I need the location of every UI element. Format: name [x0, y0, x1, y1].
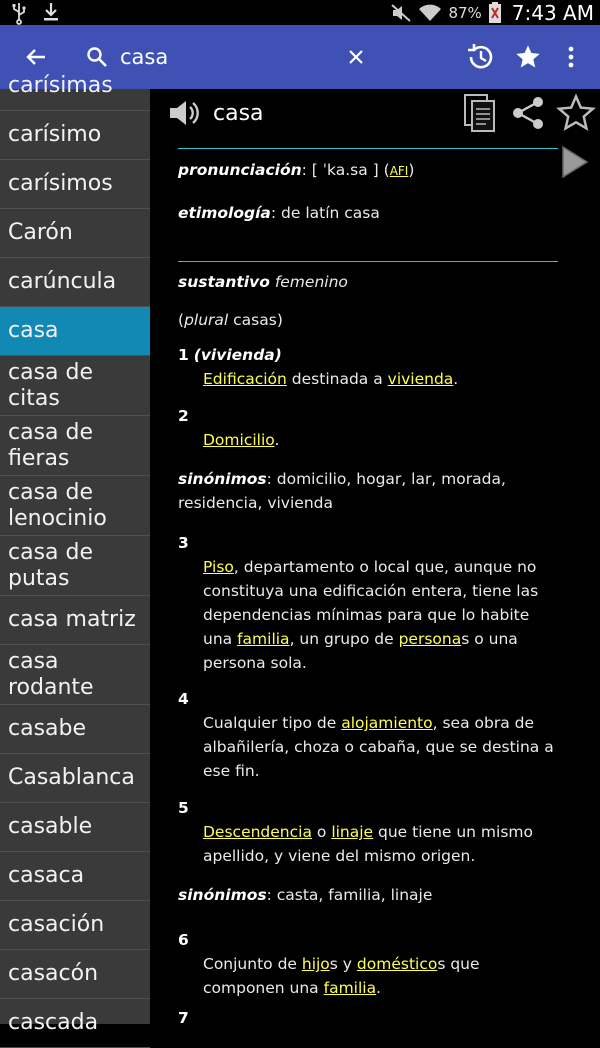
entry-headword: casa	[213, 101, 264, 126]
part-of-speech	[178, 270, 558, 294]
pronunciation-line	[178, 158, 558, 183]
favorites-button[interactable]	[508, 25, 548, 89]
synonyms-2	[178, 883, 558, 907]
close-icon	[347, 48, 365, 66]
link-piso[interactable]: Piso	[203, 558, 234, 576]
word-list-item[interactable]: casa matriz	[0, 596, 150, 645]
link-persona[interactable]: persona	[398, 630, 462, 648]
synonyms-text: : casta, familia, linaje	[266, 886, 433, 904]
battery-icon	[488, 2, 502, 24]
link-alojamiento[interactable]: alojamiento	[341, 714, 433, 732]
word-list-item[interactable]: casaca	[0, 852, 150, 901]
divider	[178, 261, 558, 262]
word-list-item[interactable]: casa de putas	[0, 536, 150, 596]
word-list-item[interactable]: casa de fieras	[0, 416, 150, 476]
download-icon	[42, 2, 60, 22]
usb-icon	[10, 2, 28, 22]
sense-7	[178, 1006, 558, 1030]
word-list-item[interactable]: Casablanca	[0, 754, 150, 803]
sense-text: s que componen una	[203, 955, 480, 997]
pronunciation-value: : [ ˈka.sa ] (	[301, 161, 390, 179]
sense-text: Conjunto de	[203, 955, 302, 973]
pronounce-button[interactable]	[168, 98, 200, 132]
sense-3	[178, 531, 558, 675]
word-list-item[interactable]: casable	[0, 803, 150, 852]
history-button[interactable]	[460, 25, 500, 89]
etymology-label: etimología	[178, 204, 271, 222]
sense-text: o	[311, 823, 332, 841]
sense-tag: (vivienda)	[193, 346, 282, 364]
sense-number: 4	[178, 690, 189, 708]
star-icon	[514, 43, 542, 71]
search-input[interactable]	[120, 39, 330, 75]
word-list-item[interactable]: casa de lenocinio	[0, 476, 150, 536]
sense-number: 7	[178, 1009, 189, 1027]
synonyms-1	[178, 467, 558, 515]
etymology-line	[178, 201, 558, 225]
link-domestico[interactable]: doméstico	[356, 955, 438, 973]
more-vert-icon	[568, 46, 574, 68]
speaker-icon	[168, 98, 200, 128]
sense-number: 3	[178, 534, 189, 552]
word-list-item[interactable]: carísimos	[0, 160, 150, 209]
sense-number: 5	[178, 799, 189, 817]
sense-number: 2	[178, 407, 189, 425]
word-list-item[interactable]: casa rodante	[0, 645, 150, 705]
word-list-item[interactable]: casabe	[0, 705, 150, 754]
clear-search-button[interactable]	[338, 25, 374, 89]
synonyms-label: sinónimos	[178, 886, 267, 904]
sense-5	[178, 796, 558, 868]
word-list	[0, 62, 150, 1048]
word-list-item[interactable]: cascada	[0, 999, 150, 1048]
status-bar	[0, 0, 600, 25]
share-button[interactable]	[510, 95, 546, 135]
word-list-item[interactable]: carísimas	[0, 62, 150, 111]
sense-text: .	[453, 370, 459, 388]
entry-content[interactable]	[150, 89, 600, 1027]
sense-number: 6	[178, 931, 189, 949]
plural-line	[178, 308, 558, 332]
copy-icon	[463, 93, 497, 133]
star-outline-icon	[556, 94, 596, 132]
clock: 7:43 AM	[511, 0, 594, 25]
link-familia[interactable]: familia	[237, 630, 290, 648]
sense-text: s y	[329, 955, 357, 973]
sense-text: que tiene un mismo apellido, y viene del mismo origen.	[203, 823, 533, 865]
sense-2	[178, 404, 558, 452]
play-icon	[560, 145, 590, 179]
sense-6	[178, 928, 558, 1000]
battery-percentage: 87%	[448, 3, 482, 22]
sense-text: , un grupo de	[289, 630, 399, 648]
copy-button[interactable]	[463, 93, 497, 137]
pronunciation-close: )	[408, 161, 415, 179]
word-list-item[interactable]: casación	[0, 901, 150, 950]
sense-number: 1	[178, 346, 189, 364]
sense-text: , sea obra de albañilería, choza o cabaña, que se destina a ese fin.	[203, 714, 554, 780]
history-icon	[465, 42, 495, 72]
synonyms-label: sinónimos	[178, 470, 267, 488]
link-vivienda[interactable]: vivienda	[387, 370, 454, 388]
overflow-menu-button[interactable]	[556, 25, 586, 89]
gender-label: femenino	[274, 273, 348, 291]
sense-text: s o una persona sola.	[203, 630, 518, 672]
word-list-item[interactable]: casacón	[0, 950, 150, 999]
pos-label: sustantivo	[178, 273, 270, 291]
wifi-icon	[418, 3, 442, 23]
sense-text: .	[274, 431, 280, 449]
word-list-item[interactable]: carísimo	[0, 111, 150, 160]
word-list-item[interactable]: casa de citas	[0, 356, 150, 416]
divider	[178, 148, 558, 149]
link-edificacion[interactable]: Edificación	[203, 370, 287, 388]
play-button[interactable]	[560, 145, 590, 183]
sense-1	[178, 343, 558, 391]
plural-open: (	[178, 311, 185, 329]
plural-label: plural	[184, 311, 229, 329]
sense-text: destinada a	[286, 370, 388, 388]
add-favorite-button[interactable]	[556, 94, 596, 136]
link-domicilio[interactable]: Domicilio	[203, 431, 275, 449]
plural-value: casas)	[228, 311, 283, 329]
afi-link[interactable]: AFI	[389, 164, 409, 178]
mute-icon	[390, 3, 412, 23]
etymology-value: : de latín casa	[270, 204, 380, 222]
sense-text: , departamento o local que, aunque no constituya una edificación entera, tiene las dependencias mínimas para que lo habite una	[203, 558, 539, 648]
sense-text: Cualquier tipo de	[203, 714, 342, 732]
pronunciation-label: pronunciación	[178, 161, 302, 179]
synonyms-text: : domicilio, hogar, lar, morada, residencia, vivienda	[178, 470, 506, 512]
word-list-item[interactable]: casa	[0, 307, 150, 356]
sense-4	[178, 687, 558, 783]
sense-text: .	[376, 979, 382, 997]
link-familia[interactable]: familia	[323, 979, 377, 997]
word-list-item[interactable]: Carón	[0, 209, 150, 258]
word-list-sidebar[interactable]	[0, 73, 150, 1035]
share-icon	[510, 95, 546, 131]
link-hijo[interactable]: hijo	[301, 955, 330, 973]
word-list-item[interactable]: carúncula	[0, 258, 150, 307]
link-descendencia[interactable]: Descendencia	[203, 823, 312, 841]
link-linaje[interactable]: linaje	[331, 823, 374, 841]
